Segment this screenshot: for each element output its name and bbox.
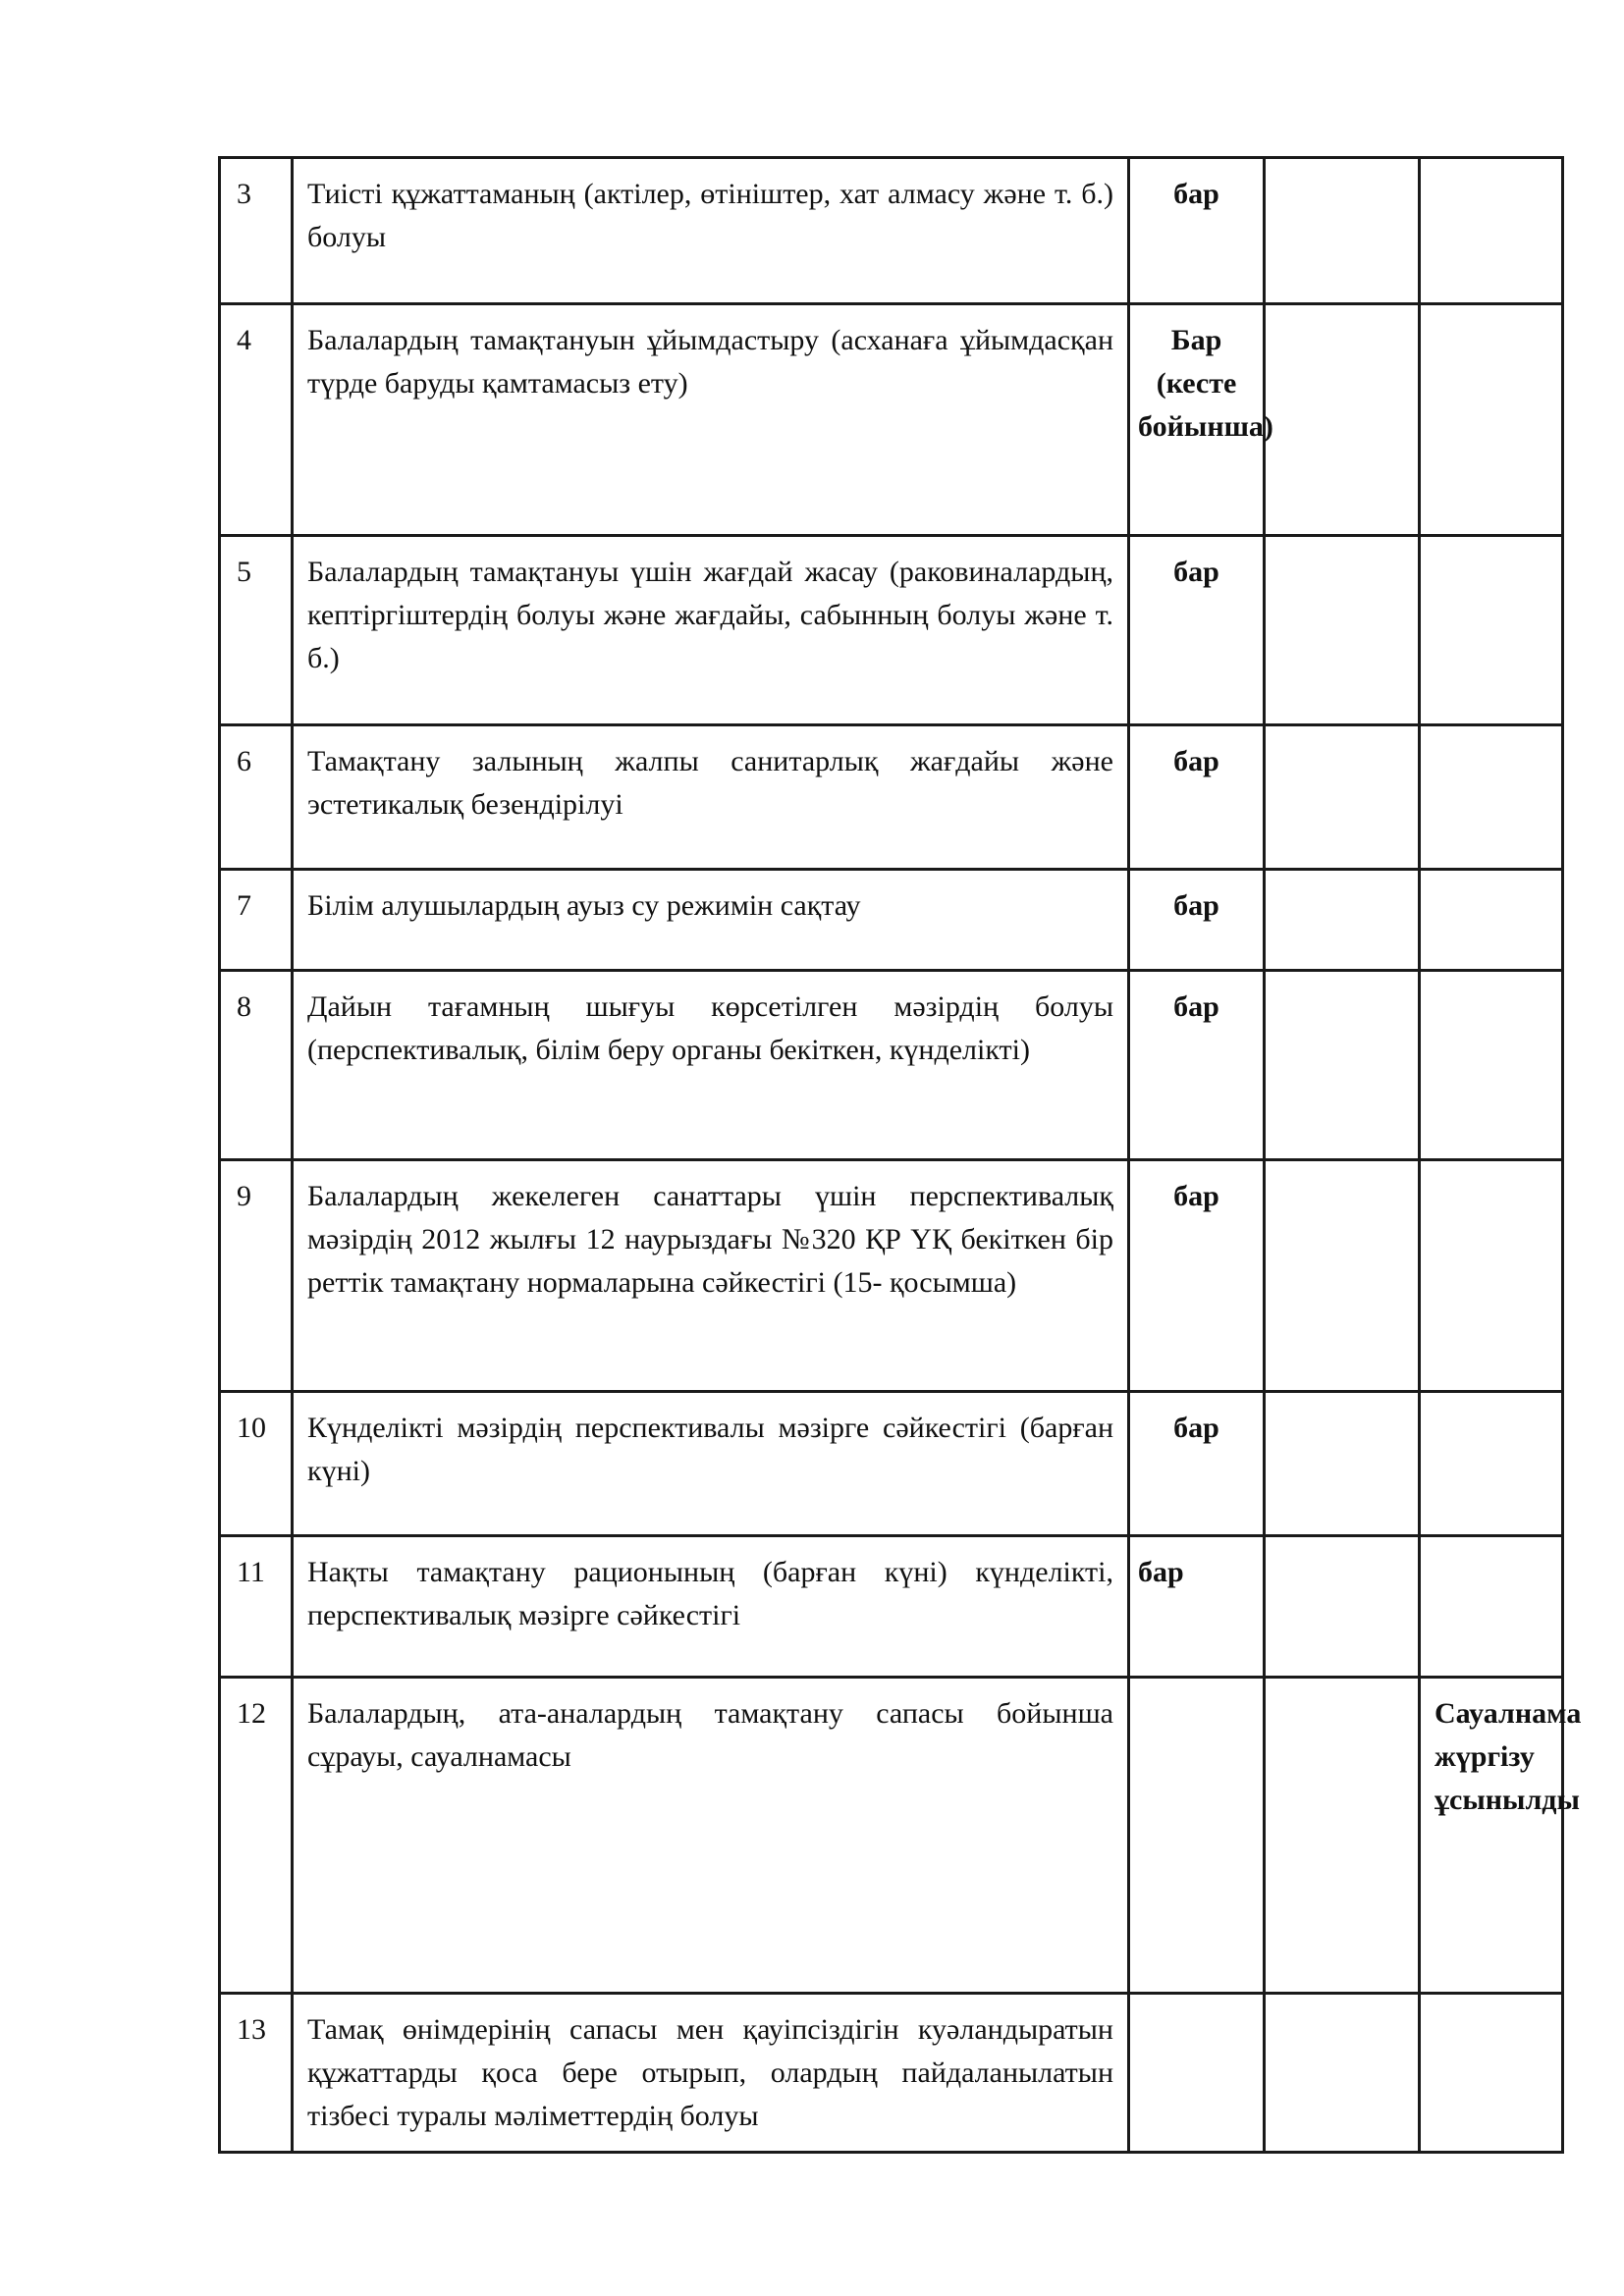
row-status: бар	[1129, 536, 1265, 725]
row-number: 8	[220, 971, 293, 1160]
row-description: Тиісті құжаттаманың (актілер, өтініштер, хат алмасу және т. б.) болуы	[293, 158, 1129, 304]
row-note	[1420, 870, 1563, 971]
table-row	[220, 158, 1563, 304]
row-description: Күнделікті мәзірдің перспективалы мәзірге сәйкестігі (барған күні)	[293, 1392, 1129, 1536]
row-description: Дайын тағамның шығуы көрсетілген мәзірдің болуы (перспективалық, білім беру органы бекіткен, күнделікті)	[293, 971, 1129, 1160]
table-row	[220, 870, 1563, 971]
row-number: 12	[220, 1678, 293, 1994]
row-empty-cell	[1265, 304, 1420, 536]
row-empty-cell	[1265, 1678, 1420, 1994]
row-status: Бар (кесте бойынша)	[1129, 304, 1265, 536]
row-status: бар	[1129, 971, 1265, 1160]
row-number: 9	[220, 1160, 293, 1392]
row-note	[1420, 304, 1563, 536]
row-number: 5	[220, 536, 293, 725]
row-description: Білім алушылардың ауыз су режимін сақтау	[293, 870, 1129, 971]
row-empty-cell	[1265, 1536, 1420, 1678]
row-note	[1420, 536, 1563, 725]
row-note	[1420, 1536, 1563, 1678]
row-empty-cell	[1265, 971, 1420, 1160]
row-note	[1420, 158, 1563, 304]
row-number: 4	[220, 304, 293, 536]
table-row	[220, 971, 1563, 1160]
row-status: бар	[1129, 1160, 1265, 1392]
row-description: Балалардың тамақтануын ұйымдастыру (асханаға ұйымдасқан түрде баруды қамтамасыз ету)	[293, 304, 1129, 536]
row-status: бар	[1129, 870, 1265, 971]
row-empty-cell	[1265, 158, 1420, 304]
row-description: Тамақтану залының жалпы санитарлық жағдайы және эстетикалық безендірілуі	[293, 725, 1129, 870]
table-row	[220, 304, 1563, 536]
row-number: 13	[220, 1994, 293, 2153]
table-row	[220, 1678, 1563, 1994]
row-number: 3	[220, 158, 293, 304]
table-row	[220, 1392, 1563, 1536]
row-status	[1129, 1994, 1265, 2153]
row-empty-cell	[1265, 725, 1420, 870]
row-status: бар	[1129, 158, 1265, 304]
row-empty-cell	[1265, 1160, 1420, 1392]
row-number: 6	[220, 725, 293, 870]
row-note	[1420, 1392, 1563, 1536]
row-description: Нақты тамақтану рационының (барған күні) күнделікті, перспективалық мәзірге сәйкестігі	[293, 1536, 1129, 1678]
row-empty-cell	[1265, 1994, 1420, 2153]
row-note	[1420, 1160, 1563, 1392]
row-status: бар	[1129, 1536, 1265, 1678]
table-row	[220, 725, 1563, 870]
row-empty-cell	[1265, 1392, 1420, 1536]
row-status: бар	[1129, 1392, 1265, 1536]
row-note	[1420, 725, 1563, 870]
row-number: 11	[220, 1536, 293, 1678]
row-description: Балалардың, ата-аналардың тамақтану сапасы бойынша сұрауы, сауалнамасы	[293, 1678, 1129, 1994]
row-note	[1420, 971, 1563, 1160]
table-row	[220, 536, 1563, 725]
row-empty-cell	[1265, 870, 1420, 971]
row-status	[1129, 1678, 1265, 1994]
row-empty-cell	[1265, 536, 1420, 725]
row-note	[1420, 1994, 1563, 2153]
table-row	[220, 1536, 1563, 1678]
row-description: Балалардың тамақтануы үшін жағдай жасау (раковиналардың, кептіргіштердің болуы және жағдайы, сабынның болуы және т. б.)	[293, 536, 1129, 725]
inspection-checklist-table	[218, 156, 1582, 2154]
table-row	[220, 1160, 1563, 1392]
row-note: Сауалнама жүргізу ұсынылды	[1420, 1678, 1563, 1994]
row-status: бар	[1129, 725, 1265, 870]
row-description: Балалардың жекелеген санаттары үшін перспективалық мәзірдің 2012 жылғы 12 наурыздағы №320 ҚР ҮҚ бекіткен бір реттік тамақтану нормаларына сәйкестігі (15- қосымша)	[293, 1160, 1129, 1392]
table-row	[220, 1994, 1563, 2153]
row-number: 7	[220, 870, 293, 971]
row-description: Тамақ өнімдерінің сапасы мен қауіпсіздігін куәландыратын құжаттарды қоса бере отырып, олардың пайдаланылатын тізбесі туралы мәліметтердің болуы	[293, 1994, 1129, 2153]
row-number: 10	[220, 1392, 293, 1536]
